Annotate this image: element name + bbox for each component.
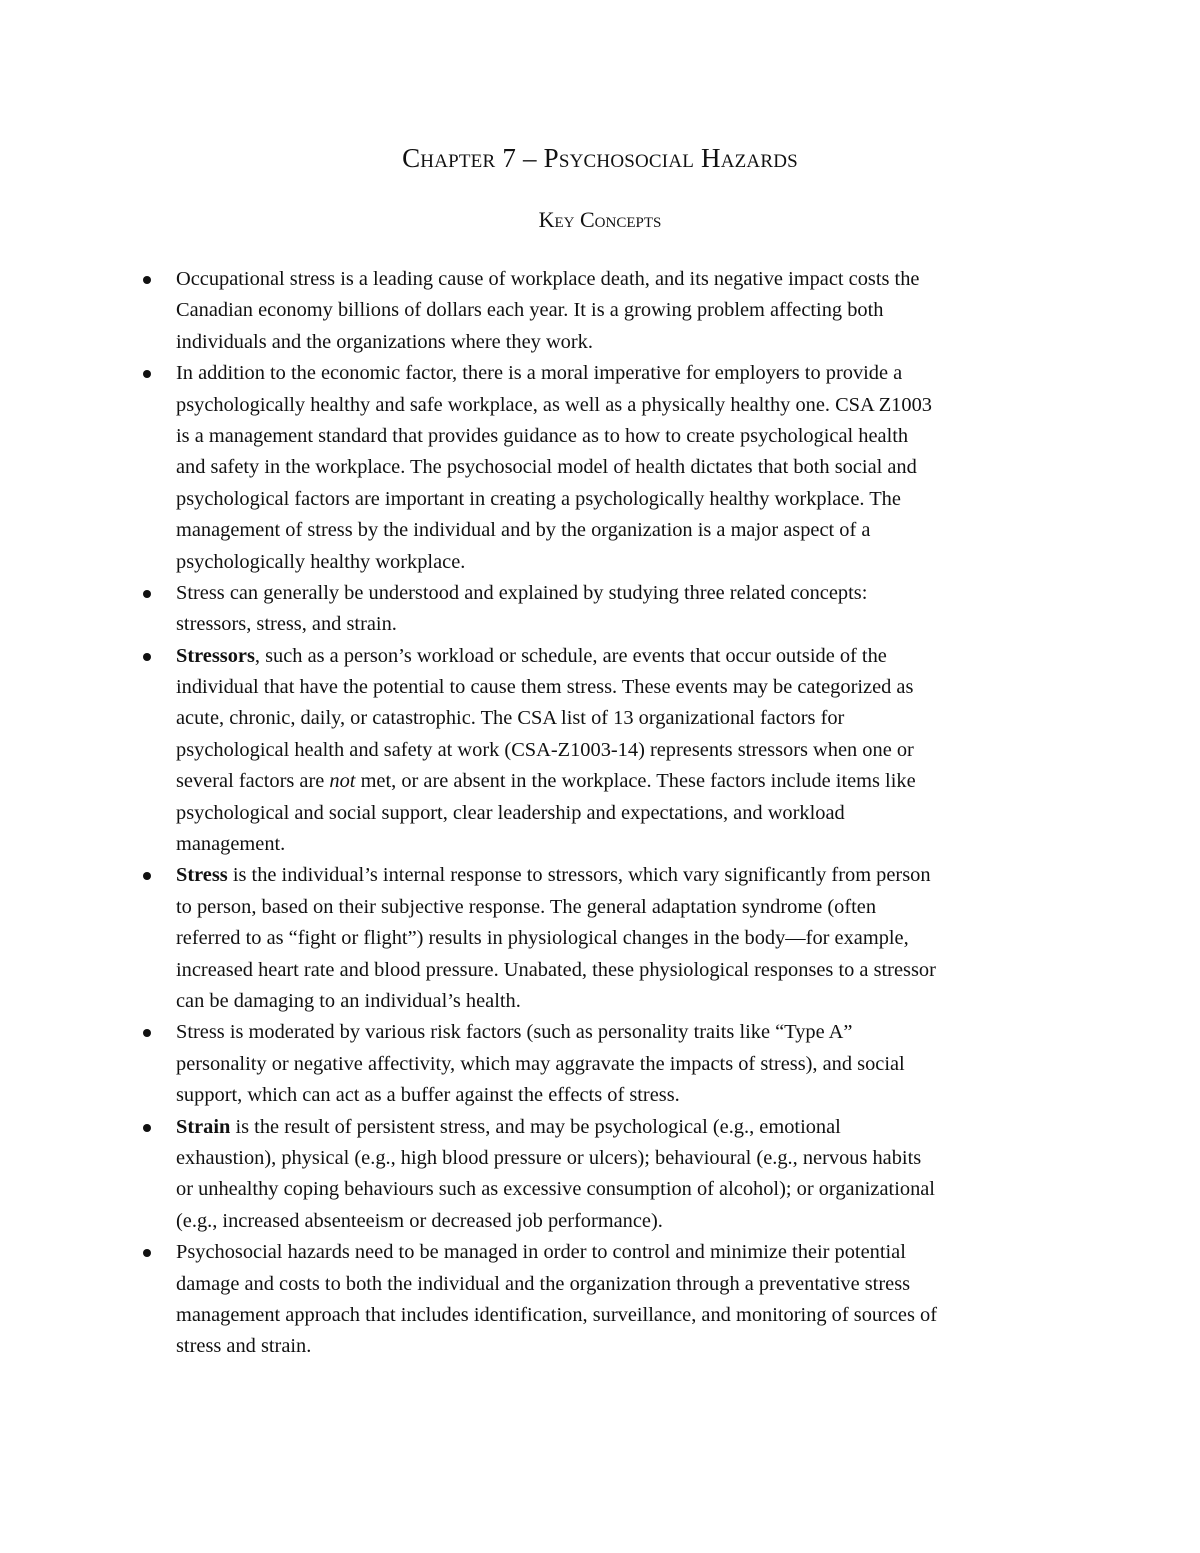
text-line <box>176 1080 1200 1111</box>
text-segment: Occupational stress is a leading cause of workplace death, and its negative impact costs the <box>176 268 920 290</box>
text-segment: personality or negative affectivity, which may aggravate the impacts of stress), and social <box>176 1052 905 1075</box>
text-segment: and safety in the workplace. The psychosocial model of health dictates that both social and <box>176 456 917 479</box>
text-line <box>176 1174 1200 1205</box>
text-segment: Canadian economy billions of dollars each year. It is a growing problem affecting both <box>176 299 884 322</box>
text-segment: Stress can generally be understood and explained by studying three related concepts: <box>176 581 868 604</box>
text-segment: individuals and the organizations where they work. <box>176 330 593 353</box>
text-segment: acute, chronic, daily, or catastrophic. The CSA list of 13 organizational factors for <box>176 707 845 730</box>
list-item <box>0 578 1200 641</box>
text-line <box>176 923 1200 954</box>
text-segment: support, which can act as a buffer against the effects of stress. <box>176 1084 680 1107</box>
text-segment: In addition to the economic factor, there is a moral imperative for employers to provide a <box>176 362 903 385</box>
text-segment: individual that have the potential to cause them stress. These events may be categorized as <box>176 676 914 699</box>
text-segment: or unhealthy coping behaviours such as excessive consumption of alcohol); or organizational <box>176 1178 935 1201</box>
text-segment: to person, based on their subjective response. The general adaptation syndrome (often <box>176 895 877 918</box>
bold-term: Strain <box>176 1115 231 1138</box>
text-segment: several factors are <box>176 770 330 793</box>
text-line <box>176 515 1200 546</box>
text-segment: (e.g., increased absenteeism or decreased job performance). <box>176 1209 663 1232</box>
text-segment: met, or are absent in the workplace. These factors include items like <box>355 770 916 793</box>
text-line <box>176 1269 1200 1300</box>
text-line <box>176 860 1200 891</box>
bullet-icon <box>143 1029 151 1037</box>
text-line <box>176 1017 1200 1048</box>
text-segment: psychologically healthy and safe workplace, as well as a physically healthy one. CSA Z1003 <box>176 393 932 416</box>
text-line <box>176 892 1200 923</box>
section-heading-key-concepts: Key Concepts <box>538 207 662 232</box>
list-item <box>0 1237 1200 1363</box>
text-segment: psychological and social support, clear leadership and expectations, and workload <box>176 801 845 824</box>
text-segment: Psychosocial hazards need to be managed in order to control and minimize their potential <box>176 1241 906 1264</box>
list-item <box>0 1112 1200 1238</box>
text-line <box>176 703 1200 734</box>
text-line <box>176 798 1200 829</box>
text-line <box>176 358 1200 389</box>
text-segment: management of stress by the individual and by the organization is a major aspect of a <box>176 519 871 542</box>
text-line <box>176 735 1200 766</box>
text-line <box>176 1143 1200 1174</box>
text-line <box>176 609 1200 640</box>
text-line <box>176 421 1200 452</box>
text-segment: stressors, stress, and strain. <box>176 613 397 636</box>
text-line <box>176 547 1200 578</box>
bullet-icon <box>143 590 151 598</box>
text-segment: exhaustion), physical (e.g., high blood pressure or ulcers); behavioural (e.g., nervous habits <box>176 1146 922 1169</box>
text-line <box>176 484 1200 515</box>
text-segment: management. <box>176 833 286 856</box>
text-line <box>176 641 1200 672</box>
bold-term: Stressors <box>176 644 255 667</box>
text-segment: stress and strain. <box>176 1335 312 1358</box>
text-line <box>176 766 1200 797</box>
text-segment: Stress is moderated by various risk factors (such as personality traits like “Type A” <box>176 1021 853 1044</box>
bullet-icon <box>143 872 151 880</box>
text-segment: can be damaging to an individual’s health. <box>176 989 521 1012</box>
text-segment: is the result of persistent stress, and may be psychological (e.g., emotional <box>230 1115 841 1138</box>
text-line <box>176 1300 1200 1331</box>
text-line <box>176 986 1200 1017</box>
key-concepts-list <box>0 264 1200 1363</box>
text-segment: psychological health and safety at work (CSA-Z1003-14) represents stressors when one or <box>176 738 914 761</box>
text-line <box>176 1049 1200 1080</box>
text-line <box>176 452 1200 483</box>
text-line <box>176 295 1200 326</box>
text-segment: management approach that includes identification, surveillance, and monitoring of sources of <box>176 1303 938 1326</box>
list-item <box>0 358 1200 578</box>
list-item <box>0 641 1200 861</box>
text-segment: psychologically healthy workplace. <box>176 550 466 573</box>
text-segment: damage and costs to both the individual and the organization through a preventative stress <box>176 1272 911 1295</box>
text-line <box>176 390 1200 421</box>
list-item <box>0 1017 1200 1111</box>
bullet-icon <box>143 1249 151 1257</box>
list-item <box>0 860 1200 1017</box>
bullet-icon <box>143 653 151 661</box>
text-segment: is a management standard that provides guidance as to how to create psychological health <box>176 424 909 447</box>
bullet-icon <box>143 1124 151 1132</box>
text-segment: is the individual’s internal response to stressors, which vary significantly from person <box>227 864 931 887</box>
text-line <box>176 1206 1200 1237</box>
text-line <box>176 672 1200 703</box>
list-item <box>0 264 1200 358</box>
chapter-title: Chapter 7 – Psychosocial Hazards <box>402 143 798 173</box>
bullet-icon <box>143 370 151 378</box>
text-line <box>176 1331 1200 1362</box>
bullet-icon <box>143 276 151 284</box>
text-line <box>176 327 1200 358</box>
text-line <box>176 264 1200 295</box>
text-line <box>176 1112 1200 1143</box>
bold-term: Stress <box>176 864 228 887</box>
text-segment: , such as a person’s workload or schedule, are events that occur outside of the <box>254 644 887 667</box>
text-segment: psychological factors are important in creating a psychologically healthy workplace. The <box>176 487 901 510</box>
text-line <box>176 955 1200 986</box>
text-line <box>176 1237 1200 1268</box>
emphasis-text: not <box>329 770 356 793</box>
text-segment: referred to as “fight or flight”) results in physiological changes in the body—for example, <box>176 927 909 950</box>
text-line <box>176 829 1200 860</box>
text-segment: increased heart rate and blood pressure. Unabated, these physiological responses to a stressor <box>176 958 936 981</box>
text-line <box>176 578 1200 609</box>
